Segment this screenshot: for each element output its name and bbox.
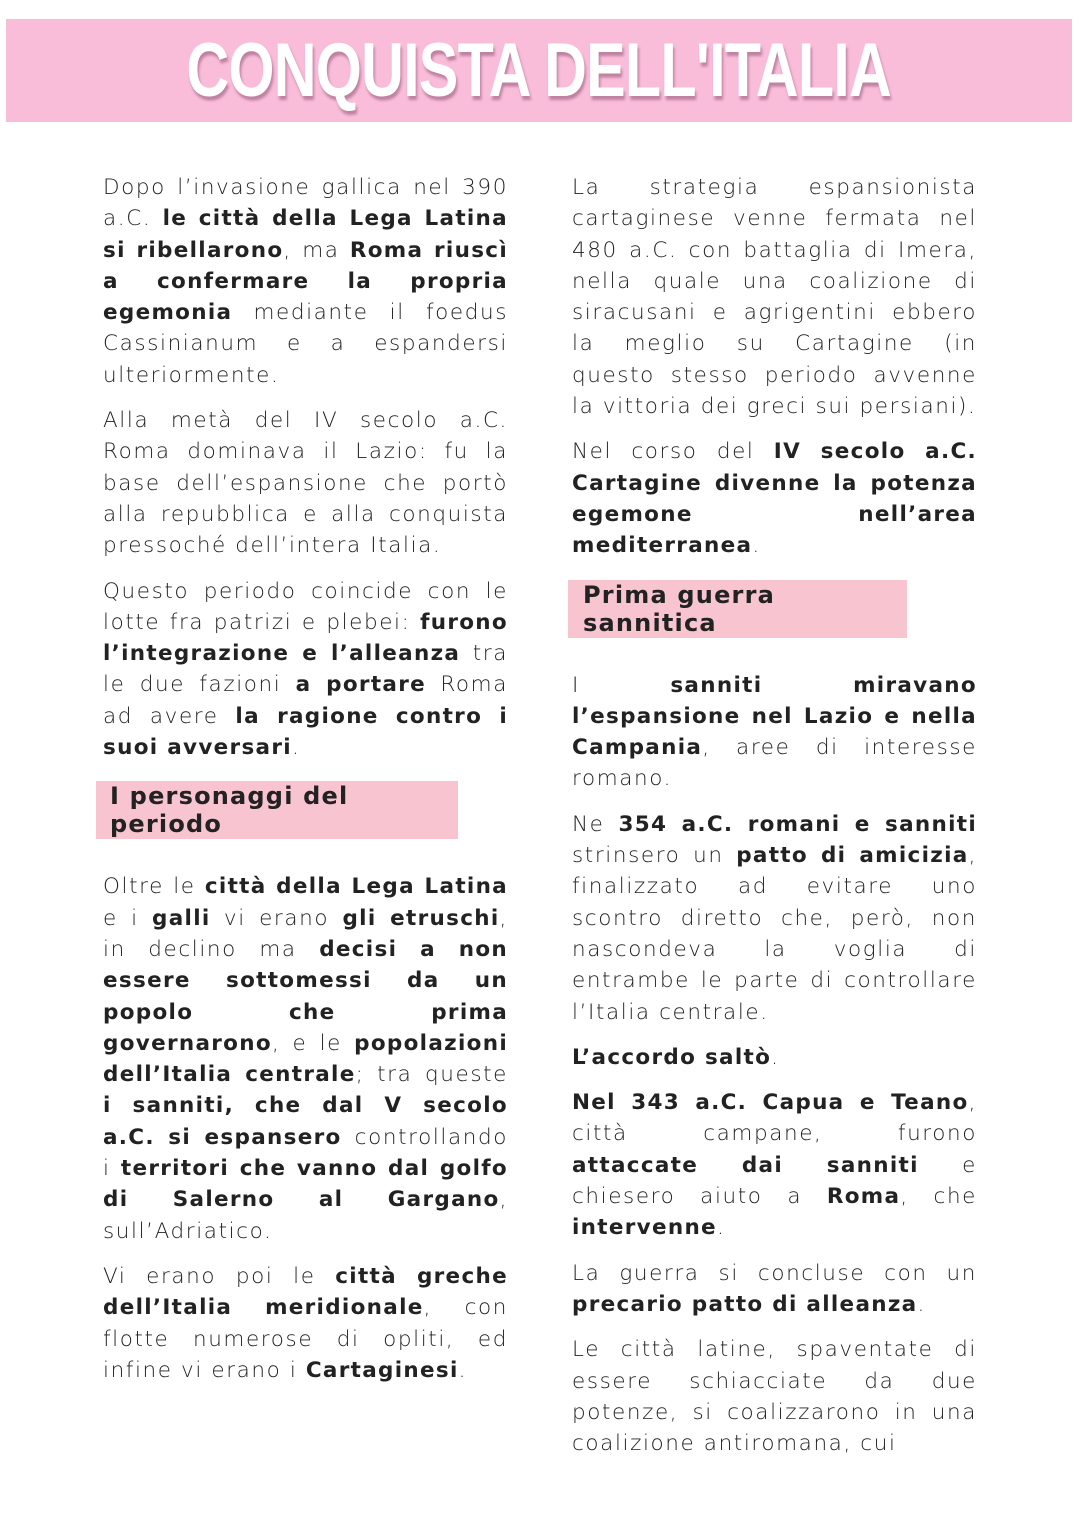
bold-text: galli	[152, 905, 211, 931]
paragraphs	[103, 871, 508, 1386]
bold-text: la ragione contro i suoi avversari	[103, 703, 508, 761]
text: e chiesero aiuto a	[572, 1152, 978, 1210]
paragraph	[572, 1258, 977, 1321]
left-column	[103, 172, 508, 1400]
bold-text: i sanniti, che dal V secolo a.C. si espansero	[103, 1093, 508, 1150]
bold-text: le città della Lega Latina si ribellarono	[103, 206, 508, 263]
bold-text: patto di amicizia	[736, 843, 969, 869]
text: , con flotte numerose di opliti, ed infine vi erano i	[103, 1295, 508, 1383]
text: .	[458, 1357, 468, 1383]
text: , sull’Adriatico.	[103, 1187, 508, 1244]
bold-text: città della Lega Latina	[204, 874, 508, 900]
text: Vi erano poi le	[103, 1263, 336, 1289]
bold-text: furono l’integrazione e l’alleanza	[103, 609, 508, 667]
paragraph	[103, 871, 508, 1247]
section-heading: I personaggi del periodo	[96, 781, 458, 839]
text: Alla metà del IV secolo a.C. Roma dominava il Lazio: fu la base dell’espansione che portò alla repubblica e alla conquista pressoché dell’intera Italia.	[103, 408, 508, 559]
bold-text: 354 a.C. romani e sanniti	[618, 811, 978, 837]
paragraph	[103, 1261, 508, 1386]
bold-text: gli etruschi	[342, 905, 500, 931]
text: vi erano	[210, 905, 343, 931]
text: Nel corso del	[572, 439, 774, 465]
text: , finalizzato ad evitare uno scontro diretto che, però, non nascondeva la voglia di entrambe le parte di controllare l’Italia centrale.	[572, 843, 977, 1025]
bold-text: intervenne	[572, 1215, 717, 1241]
text: Le città latine, spaventate di essere schiacciate da due potenze, si coalizzarono in una coalizione antiromana, cui	[572, 1337, 977, 1457]
bold-text: Roma	[826, 1184, 901, 1210]
text: .	[771, 1044, 780, 1070]
paragraph	[572, 436, 977, 561]
text: , e le	[271, 1030, 355, 1056]
paragraph	[103, 172, 508, 391]
paragraph	[572, 172, 977, 422]
paragraph	[572, 809, 977, 1028]
text: , in declino ma	[103, 905, 508, 962]
text: Questo periodo coincide con le lotte fra patrizi e plebei:	[103, 578, 508, 635]
text: , città campane, furono	[572, 1090, 977, 1147]
bold-text: Roma riuscì a confermare la propria egemonia	[103, 237, 509, 326]
paragraph	[572, 670, 977, 795]
text: Oltre le	[103, 874, 205, 900]
text: , ma	[283, 237, 350, 263]
text: tra le due fazioni	[103, 641, 508, 698]
text: La guerra si concluse con un	[572, 1260, 977, 1286]
bold-text: a portare	[295, 672, 426, 698]
paragraphs	[572, 172, 977, 562]
text: strinsero un	[572, 843, 737, 869]
text: Roma ad avere	[103, 672, 508, 729]
text: .	[752, 533, 761, 559]
bold-text: territori che vanno dal golfo di Salerno al Gargano	[103, 1156, 509, 1213]
bold-text: precario patto di alleanza	[572, 1291, 918, 1317]
bold-text: decisi a non essere sottomessi da un popolo che prima governarono	[103, 936, 508, 1056]
bold-text: L’accordo saltò	[572, 1044, 772, 1070]
text: .	[716, 1215, 726, 1241]
paragraphs	[103, 172, 508, 763]
text: Ne	[572, 811, 619, 837]
text: I	[572, 672, 671, 698]
text: .	[291, 735, 301, 761]
bold-text: Nel 343 a.C. Capua e Teano	[572, 1090, 969, 1116]
text: e i	[103, 905, 153, 931]
bold-text: IV secolo a.C. Cartagine divenne la potenza egemone nell’area mediterranea	[572, 439, 977, 559]
bold-text: sanniti miravano l’espansione nel Lazio e nella Campania	[572, 672, 977, 761]
text: , che	[900, 1184, 977, 1210]
paragraph	[103, 576, 508, 764]
bold-text: attaccate dai sanniti	[572, 1152, 919, 1178]
paragraph	[572, 1087, 977, 1243]
text: , aree di interesse romano.	[572, 735, 977, 792]
section-heading: Prima guerra sannitica	[568, 580, 907, 638]
right-column	[572, 172, 977, 1473]
bold-text: città greche dell’Italia meridionale	[103, 1263, 508, 1321]
bold-text: Cartaginesi	[305, 1357, 459, 1383]
text: mediante il foedus Cassinianum e a espandersi ulteriormente.	[103, 300, 508, 388]
text: La strategia espansionista cartaginese venne fermata nel 480 a.C. con battaglia di Imera, nella quale una coalizione di siracusani e agrigentini ebbero la meglio su Cartagine (in questo stesso periodo avvenne la vittoria dei greci sui persiani).	[572, 175, 977, 420]
paragraph	[103, 405, 508, 561]
title-banner	[6, 19, 1072, 122]
text: controllando i	[103, 1124, 508, 1182]
page-title: CONQUISTA DELL'ITALIA	[186, 28, 892, 113]
paragraph	[572, 1334, 977, 1459]
paragraphs	[572, 670, 977, 1460]
text: ; tra queste	[355, 1062, 508, 1088]
text: .	[917, 1291, 926, 1317]
bold-text: popolazioni dell’Italia centrale	[103, 1030, 508, 1088]
paragraph	[572, 1042, 977, 1073]
text: Dopo l’invasione gallica nel 390 a.C.	[103, 175, 508, 232]
